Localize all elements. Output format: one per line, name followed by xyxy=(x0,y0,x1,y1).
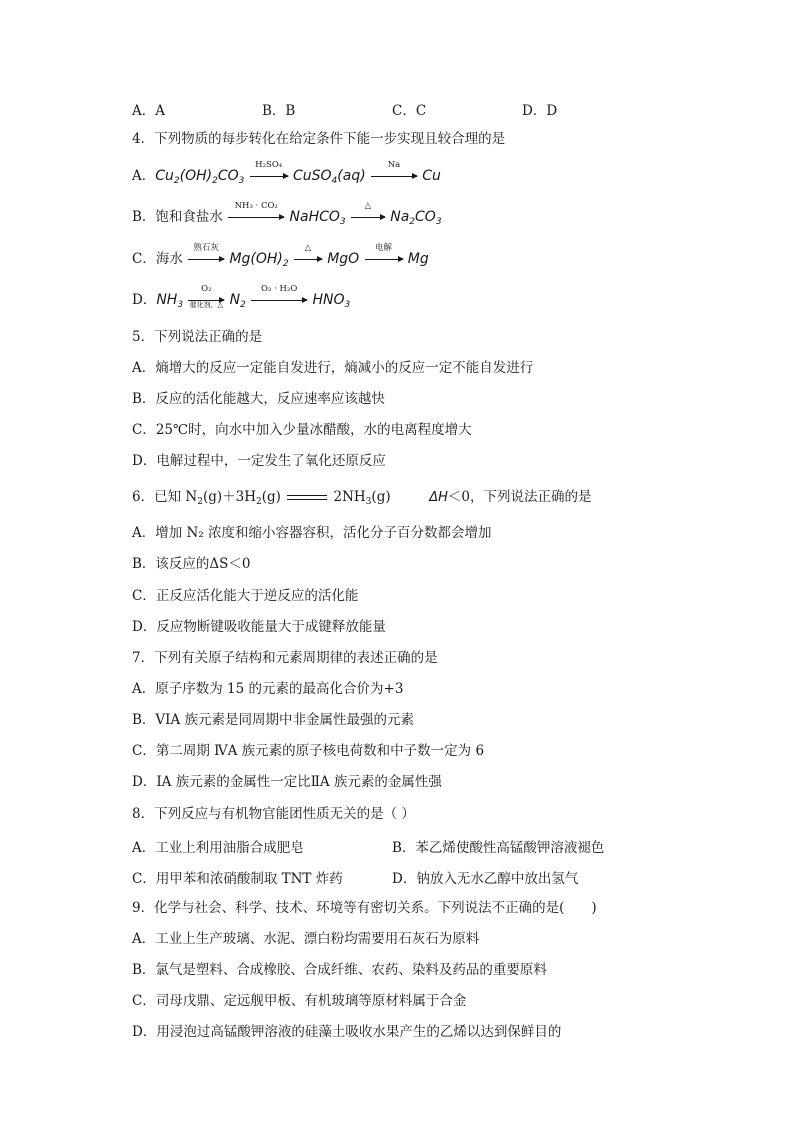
q6-option-d: D．反应物断键吸收能量大于成键释放能量 xyxy=(132,619,386,635)
q3-option-c: C．C xyxy=(392,103,427,119)
q8-option-d: D．钠放入无水乙醇中放出氢气 xyxy=(392,871,579,887)
q7-option-b: B．VIA 族元素是同周期中非金属性最强的元素 xyxy=(132,712,415,728)
q3-option-d: D．D xyxy=(522,103,558,119)
q7-option-c: C．第二周期 ⅣA 族元素的原子核电荷数和中子数一定为 6 xyxy=(132,743,485,759)
q8-stem: 8．下列反应与有机物官能团性质无关的是（ ） xyxy=(132,806,415,822)
q8-options-row-1 xyxy=(132,836,652,856)
q4-option-a: A．$Cu_2(OH)_2CO_3$ H₂SO₄ CuSO$_4$(aq) Na Cu xyxy=(132,160,441,186)
q9-option-c: C．司母戊鼎、定远舰甲板、有机玻璃等原材料属于合金 xyxy=(132,993,467,1009)
q9-option-d: D．用浸泡过高锰酸钾溶液的硅藻土吸收水果产生的乙烯以达到保鲜目的 xyxy=(132,1024,562,1040)
q3-options xyxy=(132,99,652,119)
reaction-arrow: NH₃ · CO₂ xyxy=(228,208,284,226)
q5-option-b: B．反应的活化能越大，反应速率应该越快 xyxy=(132,391,385,407)
q5-option-c: C．25℃时，向水中加入少量冰醋酸，水的电离程度增大 xyxy=(132,422,472,438)
q5-option-d: D．电解过程中，一定发生了氧化还原反应 xyxy=(132,453,386,469)
reaction-arrow: △ xyxy=(294,250,322,268)
q6-stem: 6．已知 $N_2(g)+3H_2(g)$ $2NH_3(g)$ ΔH＜0，下列说法正确的是 xyxy=(132,489,592,507)
q5-stem: 5．下列说法正确的是 xyxy=(132,329,263,345)
q3-option-a: A．A xyxy=(132,103,165,119)
reaction-arrow: O₂ · H₂O xyxy=(251,291,307,309)
q8-option-a: A．工业上利用油脂合成肥皂 xyxy=(132,840,304,856)
q9-stem: 9．化学与社会、科学、技术、环境等有密切关系。下列说法不正确的是( ) xyxy=(132,900,597,916)
q7-option-d: D．ⅠA 族元素的金属性一定比ⅡA 族元素的金属性强 xyxy=(132,774,442,790)
q6-option-c: C．正反应活化能大于逆反应的活化能 xyxy=(132,588,359,604)
q6-option-b: B．该反应的ΔS＜0 xyxy=(132,556,251,572)
reaction-arrow: Na xyxy=(371,167,417,185)
q8-option-b: B．苯乙烯使酸性高锰酸钾溶液褪色 xyxy=(392,840,605,856)
equilibrium-arrow xyxy=(287,493,327,503)
q4-option-d: D．$NH_3$ O₂ 催化剂，△ $N_2$ O₂ · H₂O $HNO_3$ xyxy=(132,284,351,310)
q7-option-a: A．原子序数为 15 的元素的最高化合价为+3 xyxy=(132,681,404,697)
q4-stem: 4．下列物质的每步转化在给定条件下能一步实现且较合理的是 xyxy=(132,131,506,147)
reaction-arrow: △ xyxy=(351,208,385,226)
q8-options-row-2 xyxy=(132,867,652,887)
q5-option-a: A．熵增大的反应一定能自发进行，熵减小的反应一定不能自发进行 xyxy=(132,360,534,376)
q4-option-b: B．饱和食盐水 NH₃ · CO₂ NaHCO$_3$ △ $Na_2CO_3$ xyxy=(132,201,442,227)
reaction-arrow: 电解 xyxy=(365,250,403,268)
reaction-arrow: 熟石灰 xyxy=(188,250,224,268)
reaction-arrow: H₂SO₄ xyxy=(250,167,288,185)
reaction-arrow: O₂ 催化剂，△ xyxy=(189,284,224,309)
q4-option-c: C．海水 熟石灰 $Mg(OH)_2$ △ MgO 电解 Mg xyxy=(132,243,429,269)
q6-option-a: A．增加 N₂ 浓度和缩小容器容积，活化分子百分数都会增加 xyxy=(132,525,492,541)
q3-option-b: B．B xyxy=(262,103,296,119)
q7-stem: 7．下列有关原子结构和元素周期律的表述正确的是 xyxy=(132,650,438,666)
q8-option-c: C．用甲苯和浓硝酸制取 TNT 炸药 xyxy=(132,871,343,887)
q9-option-b: B．氯气是塑料、合成橡胶、合成纤维、农药、染料及药品的重要原料 xyxy=(132,962,547,978)
q9-option-a: A．工业上生产玻璃、水泥、漂白粉均需要用石灰石为原料 xyxy=(132,931,480,947)
